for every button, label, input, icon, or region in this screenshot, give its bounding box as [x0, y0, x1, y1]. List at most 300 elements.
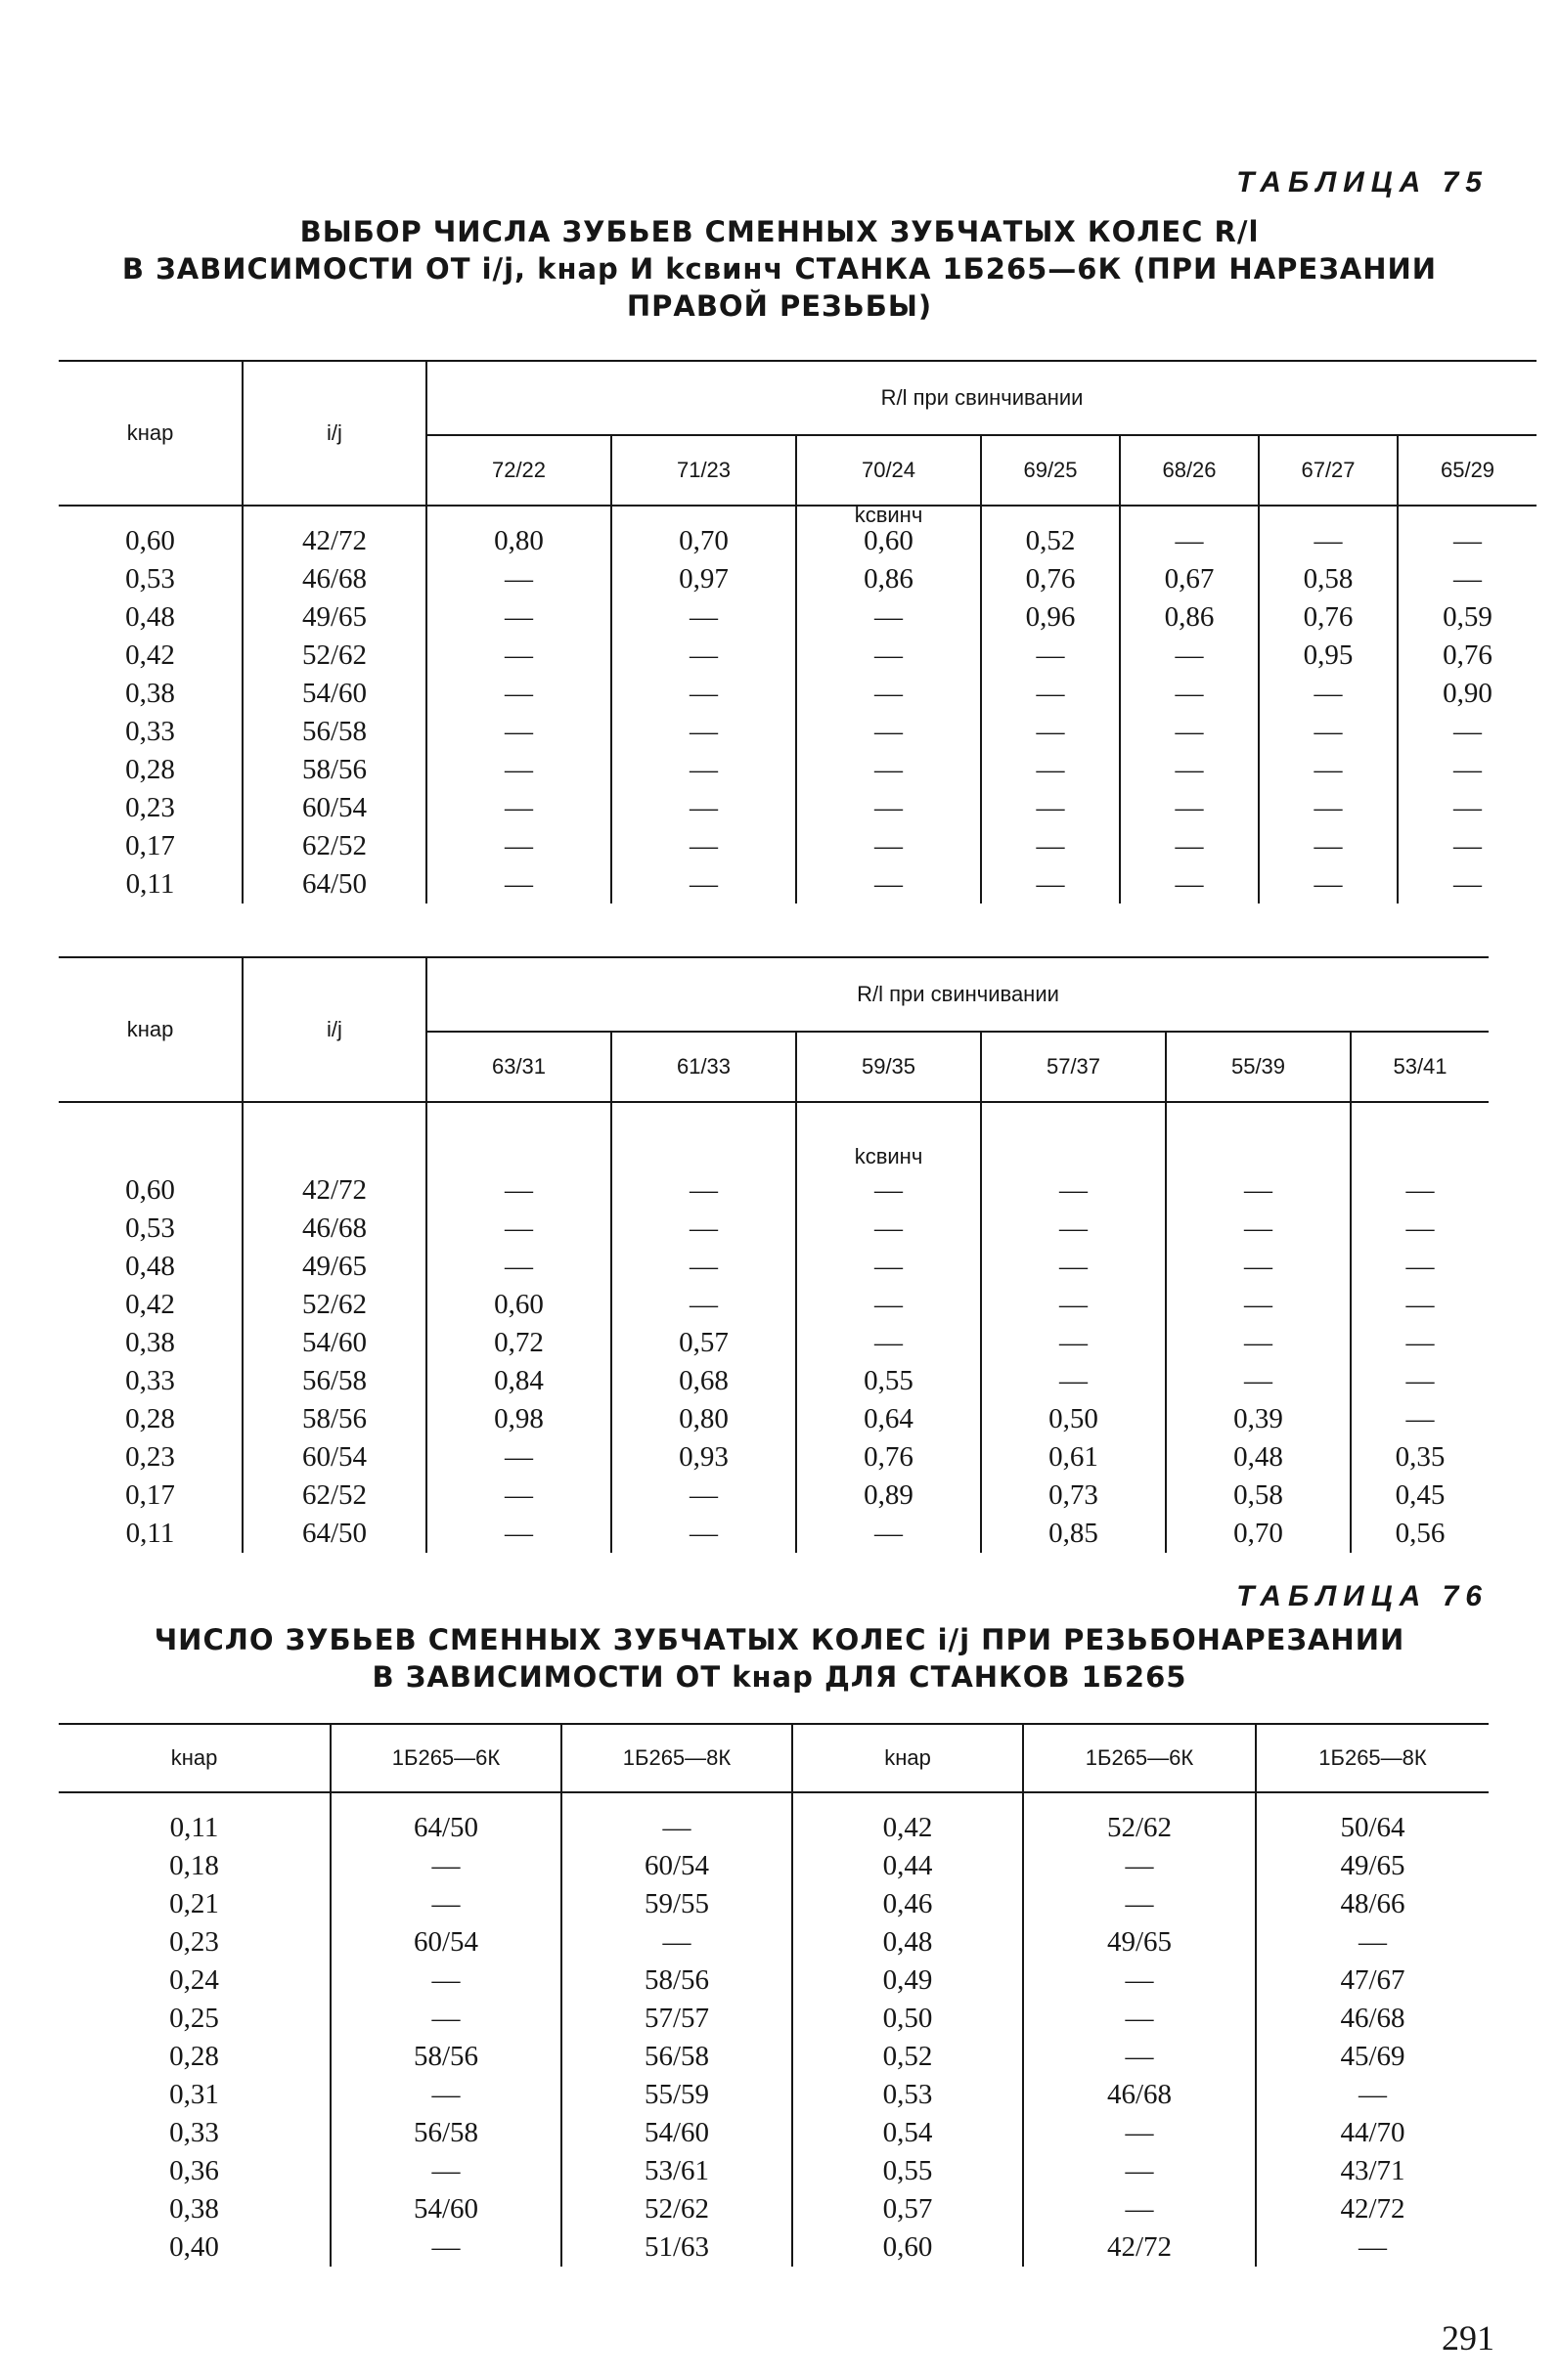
table-75-title-line: В ЗАВИСИМОСТИ ОТ i/j, kнар И kсвинч СТАНКА 1Б265—6К (ПРИ НАРЕЗАНИИ — [121, 252, 1438, 286]
k-svinch-value-cell: 0,61 — [981, 1438, 1166, 1476]
k-nar-cell: 0,11 — [169, 1812, 219, 1843]
table-row — [59, 1847, 1489, 1885]
k-svinch-value-cell: 0,86 — [796, 560, 981, 598]
i-j-cell: 46/68 — [243, 1210, 426, 1248]
i-j-cell: 49/65 — [243, 598, 426, 637]
i-j-cell: 56/58 — [243, 1362, 426, 1400]
machine-6k-cell: 56/58 — [331, 2114, 561, 2152]
k-svinch-value-cell: 0,89 — [796, 1476, 981, 1515]
k-svinch-value-cell: — — [426, 1438, 611, 1476]
table-row — [59, 713, 1537, 751]
i-j-cell: 52/62 — [243, 637, 426, 675]
machine-6k-cell: — — [1023, 2114, 1256, 2152]
k-svinch-value-cell: — — [1259, 865, 1398, 904]
k-svinch-value-cell: — — [611, 675, 796, 713]
machine-8k-cell: 47/67 — [1256, 1961, 1489, 2000]
table-75-part-1 — [59, 360, 1537, 904]
k-svinch-value-cell: 0,80 — [611, 1400, 796, 1438]
k-svinch-value-cell: — — [426, 1210, 611, 1248]
table-76-title-line: В ЗАВИСИМОСТИ ОТ kнар ДЛЯ СТАНКОВ 1Б265 — [372, 1660, 1187, 1694]
machine-6k-cell: — — [331, 1885, 561, 1923]
column-header-gear-ratio: 70/24 — [796, 435, 981, 506]
unit-row — [59, 506, 1537, 522]
k-svinch-value-cell: — — [981, 713, 1120, 751]
machine-8k-cell: 59/55 — [561, 1885, 792, 1923]
i-j-cell: 62/52 — [243, 827, 426, 865]
k-svinch-value-cell: — — [1398, 827, 1537, 865]
unit-row — [59, 1102, 1489, 1171]
k-nar-cell: 0,60 — [792, 2228, 1023, 2267]
k-svinch-value-cell: — — [611, 865, 796, 904]
unit-label-k-svinch: kсвинч — [854, 503, 923, 527]
machine-6k-cell: 42/72 — [1023, 2228, 1256, 2267]
k-svinch-value-cell: — — [426, 751, 611, 789]
machine-8k-cell: 43/71 — [1256, 2152, 1489, 2190]
table-75-title — [0, 213, 1559, 325]
machine-8k-cell: 48/66 — [1256, 1885, 1489, 1923]
column-header-gear-ratio: 72/22 — [426, 435, 611, 506]
table-row — [59, 2000, 1489, 2038]
table-75-title-line: ВЫБОР ЧИСЛА ЗУБЬЕВ СМЕННЫХ ЗУБЧАТЫХ КОЛЕС R/l — [299, 215, 1260, 248]
spacer-cell — [1256, 1792, 1489, 1809]
k-svinch-value-cell: — — [796, 1248, 981, 1286]
spacer-cell — [59, 1792, 331, 1809]
k-svinch-value-cell: — — [1351, 1400, 1489, 1438]
table-row — [59, 2114, 1489, 2152]
k-svinch-value-cell: 0,97 — [611, 560, 796, 598]
k-nar-cell: 0,33 — [125, 716, 175, 747]
k-svinch-value-cell: — — [426, 1171, 611, 1210]
k-svinch-value-cell: — — [611, 1515, 796, 1553]
k-svinch-value-cell: 0,72 — [426, 1324, 611, 1362]
k-nar-cell: 0,25 — [169, 2003, 219, 2034]
k-svinch-value-cell: — — [1398, 522, 1537, 560]
k-svinch-value-cell: — — [611, 789, 796, 827]
k-svinch-value-cell: 0,59 — [1398, 598, 1537, 637]
column-header-gear-ratio: 59/35 — [796, 1032, 981, 1102]
k-svinch-value-cell: — — [426, 713, 611, 751]
k-svinch-value-cell: 0,76 — [1398, 637, 1537, 675]
k-svinch-value-cell: — — [796, 751, 981, 789]
unit-row-spacer — [59, 506, 243, 522]
k-svinch-value-cell: — — [981, 865, 1120, 904]
k-svinch-value-cell: — — [611, 751, 796, 789]
table-row — [59, 675, 1537, 713]
table-row — [59, 1961, 1489, 2000]
group-header-r-l: R/l при свинчивании — [426, 361, 1537, 435]
k-svinch-value-cell: — — [1398, 713, 1537, 751]
unit-row-cell — [796, 503, 981, 527]
table-row — [59, 1248, 1489, 1286]
k-svinch-value-cell: — — [611, 598, 796, 637]
group-header-r-l: R/l при свинчивании — [426, 957, 1489, 1032]
k-nar-cell: 0,28 — [125, 754, 175, 785]
machine-8k-cell: 42/72 — [1256, 2190, 1489, 2228]
machine-8k-cell: 60/54 — [561, 1847, 792, 1885]
k-nar-cell: 0,36 — [169, 2155, 219, 2186]
k-svinch-value-cell: 0,86 — [1120, 598, 1259, 637]
table-row — [59, 789, 1537, 827]
spacer-cell — [561, 1792, 792, 1809]
k-svinch-value-cell: — — [1120, 713, 1259, 751]
k-svinch-value-cell: 0,56 — [1351, 1515, 1489, 1553]
column-header-gear-ratio: 67/27 — [1259, 435, 1398, 506]
table-row — [59, 1515, 1489, 1553]
machine-6k-cell: 49/65 — [1023, 1923, 1256, 1961]
k-nar-cell: 0,52 — [792, 2038, 1023, 2076]
machine-8k-cell: — — [561, 1809, 792, 1847]
unit-row-cell — [1351, 1102, 1489, 1171]
k-svinch-value-cell: — — [796, 1324, 981, 1362]
spacer-cell — [792, 1792, 1023, 1809]
k-svinch-value-cell: 0,48 — [1166, 1438, 1351, 1476]
k-svinch-value-cell: — — [796, 1286, 981, 1324]
i-j-cell: 42/72 — [243, 522, 426, 560]
k-nar-cell: 0,44 — [792, 1847, 1023, 1885]
machine-6k-cell: — — [1023, 2038, 1256, 2076]
k-nar-cell: 0,42 — [792, 1809, 1023, 1847]
i-j-cell: 46/68 — [243, 560, 426, 598]
i-j-cell: 56/58 — [243, 713, 426, 751]
k-nar-cell: 0,33 — [125, 1365, 175, 1396]
i-j-cell: 64/50 — [243, 1515, 426, 1553]
machine-6k-cell: 64/50 — [331, 1809, 561, 1847]
k-nar-cell: 0,17 — [125, 830, 175, 861]
k-nar-cell: 0,31 — [169, 2079, 219, 2110]
k-svinch-value-cell: — — [1120, 637, 1259, 675]
table-76-title-line: ЧИСЛО ЗУБЬЕВ СМЕННЫХ ЗУБЧАТЫХ КОЛЕС i/j ПРИ РЕЗЬБОНАРЕЗАНИИ — [154, 1623, 1405, 1656]
table-row — [59, 1400, 1489, 1438]
table-row — [59, 1324, 1489, 1362]
table-row — [59, 1923, 1489, 1961]
k-nar-cell: 0,46 — [792, 1885, 1023, 1923]
k-svinch-value-cell: 0,76 — [981, 560, 1120, 598]
k-nar-cell: 0,60 — [125, 525, 175, 556]
k-svinch-value-cell: — — [1259, 675, 1398, 713]
k-svinch-value-cell: — — [611, 1286, 796, 1324]
table-row — [59, 1286, 1489, 1324]
table-row — [59, 2038, 1489, 2076]
machine-8k-cell: — — [1256, 1923, 1489, 1961]
machine-8k-cell: 49/65 — [1256, 1847, 1489, 1885]
k-svinch-value-cell: — — [1166, 1210, 1351, 1248]
unit-row-cell — [1120, 506, 1259, 522]
machine-6k-cell: — — [1023, 1961, 1256, 2000]
k-svinch-value-cell: 0,45 — [1351, 1476, 1489, 1515]
column-header-gear-ratio: 53/41 — [1351, 1032, 1489, 1102]
column-header-k-nar: kнар — [59, 361, 243, 506]
table-row — [59, 522, 1537, 560]
machine-6k-cell: — — [1023, 2190, 1256, 2228]
column-header-gear-ratio: 68/26 — [1120, 435, 1259, 506]
machine-6k-cell: — — [1023, 1885, 1256, 1923]
k-svinch-value-cell: — — [611, 637, 796, 675]
k-svinch-value-cell: — — [1351, 1248, 1489, 1286]
table-row — [59, 560, 1537, 598]
machine-6k-cell: 46/68 — [1023, 2076, 1256, 2114]
k-nar-cell: 0,38 — [169, 2193, 219, 2225]
machine-6k-cell: 60/54 — [331, 1923, 561, 1961]
k-svinch-value-cell: — — [796, 1210, 981, 1248]
k-svinch-value-cell: — — [981, 637, 1120, 675]
column-header: 1Б265—8К — [1256, 1724, 1489, 1792]
k-svinch-value-cell: — — [796, 675, 981, 713]
k-svinch-value-cell: — — [981, 1171, 1166, 1210]
k-nar-cell: 0,38 — [125, 1327, 175, 1358]
k-nar-cell: 0,53 — [792, 2076, 1023, 2114]
table-75-part-2 — [59, 956, 1489, 1553]
k-svinch-value-cell: — — [426, 1515, 611, 1553]
k-svinch-value-cell: 0,95 — [1259, 637, 1398, 675]
i-j-cell: 58/56 — [243, 751, 426, 789]
machine-8k-cell: 45/69 — [1256, 2038, 1489, 2076]
k-svinch-value-cell: — — [1351, 1362, 1489, 1400]
k-svinch-value-cell: 0,70 — [611, 522, 796, 560]
k-nar-cell: 0,28 — [125, 1403, 175, 1434]
table-row — [59, 2152, 1489, 2190]
machine-8k-cell: 58/56 — [561, 1961, 792, 2000]
k-svinch-value-cell: — — [796, 789, 981, 827]
unit-row-cell — [796, 1102, 981, 1171]
machine-8k-cell: 50/64 — [1256, 1809, 1489, 1847]
k-svinch-value-cell: — — [1259, 522, 1398, 560]
column-header: kнар — [792, 1724, 1023, 1792]
k-svinch-value-cell: — — [611, 1210, 796, 1248]
machine-6k-cell: — — [331, 2228, 561, 2267]
column-header-k-nar: kнар — [59, 957, 243, 1102]
k-nar-cell: 0,23 — [125, 792, 175, 823]
unit-row-cell — [981, 506, 1120, 522]
k-nar-cell: 0,60 — [125, 1174, 175, 1206]
k-svinch-value-cell: — — [611, 1248, 796, 1286]
k-svinch-value-cell: 0,84 — [426, 1362, 611, 1400]
k-svinch-value-cell: 0,60 — [796, 522, 981, 560]
table-row — [59, 827, 1537, 865]
table-row — [59, 598, 1537, 637]
k-nar-cell: 0,23 — [125, 1441, 175, 1473]
k-svinch-value-cell: — — [611, 1171, 796, 1210]
k-svinch-value-cell: — — [981, 1210, 1166, 1248]
k-svinch-value-cell: 0,50 — [981, 1400, 1166, 1438]
k-nar-cell: 0,11 — [125, 1518, 175, 1549]
unit-row-cell — [426, 1102, 611, 1171]
k-svinch-value-cell: — — [1120, 751, 1259, 789]
k-svinch-value-cell: — — [981, 675, 1120, 713]
k-nar-cell: 0,48 — [125, 1251, 175, 1282]
machine-6k-cell: 52/62 — [1023, 1809, 1256, 1847]
k-svinch-value-cell: — — [1351, 1210, 1489, 1248]
k-svinch-value-cell: 0,39 — [1166, 1400, 1351, 1438]
machine-8k-cell: — — [1256, 2228, 1489, 2267]
table-row — [59, 1210, 1489, 1248]
k-svinch-value-cell: — — [796, 1515, 981, 1553]
i-j-cell: 64/50 — [243, 865, 426, 904]
i-j-cell: 52/62 — [243, 1286, 426, 1324]
k-svinch-value-cell: — — [426, 789, 611, 827]
table-row — [59, 751, 1537, 789]
k-svinch-value-cell: — — [1259, 789, 1398, 827]
k-nar-cell: 0,54 — [792, 2114, 1023, 2152]
k-svinch-value-cell: — — [611, 713, 796, 751]
machine-6k-cell: — — [1023, 2152, 1256, 2190]
column-header-i-j: i/j — [243, 361, 426, 506]
machine-6k-cell: 58/56 — [331, 2038, 561, 2076]
k-nar-cell: 0,48 — [792, 1923, 1023, 1961]
k-svinch-value-cell: 0,93 — [611, 1438, 796, 1476]
k-svinch-value-cell: — — [426, 560, 611, 598]
k-svinch-value-cell: — — [426, 827, 611, 865]
k-svinch-value-cell: — — [1166, 1248, 1351, 1286]
k-nar-cell: 0,23 — [169, 1926, 219, 1958]
k-svinch-value-cell: — — [1120, 675, 1259, 713]
k-svinch-value-cell: — — [426, 1476, 611, 1515]
unit-row-cell — [981, 1102, 1166, 1171]
k-nar-cell: 0,38 — [125, 678, 175, 709]
k-nar-cell: 0,42 — [125, 1289, 175, 1320]
k-svinch-value-cell: — — [1166, 1324, 1351, 1362]
column-header-gear-ratio: 71/23 — [611, 435, 796, 506]
i-j-cell: 42/72 — [243, 1171, 426, 1210]
k-svinch-value-cell: 0,68 — [611, 1362, 796, 1400]
k-svinch-value-cell: — — [1351, 1324, 1489, 1362]
k-svinch-value-cell: — — [1259, 827, 1398, 865]
page-number: 291 — [1442, 2318, 1494, 2358]
k-svinch-value-cell: — — [426, 675, 611, 713]
column-header: 1Б265—6К — [331, 1724, 561, 1792]
column-header-gear-ratio: 61/33 — [611, 1032, 796, 1102]
k-svinch-value-cell: 0,58 — [1259, 560, 1398, 598]
k-svinch-value-cell: 0,96 — [981, 598, 1120, 637]
k-svinch-value-cell: — — [981, 1362, 1166, 1400]
unit-row-cell — [611, 506, 796, 522]
table-row — [59, 637, 1537, 675]
machine-6k-cell: — — [1023, 1847, 1256, 1885]
table-row — [59, 1809, 1489, 1847]
machine-8k-cell: 44/70 — [1256, 2114, 1489, 2152]
k-svinch-value-cell: — — [1351, 1171, 1489, 1210]
k-svinch-value-cell: — — [981, 789, 1120, 827]
k-svinch-value-cell: — — [796, 827, 981, 865]
machine-8k-cell: — — [561, 1923, 792, 1961]
column-header-gear-ratio: 63/31 — [426, 1032, 611, 1102]
k-svinch-value-cell: 0,73 — [981, 1476, 1166, 1515]
k-svinch-value-cell: 0,55 — [796, 1362, 981, 1400]
column-header-gear-ratio: 57/37 — [981, 1032, 1166, 1102]
k-nar-cell: 0,33 — [169, 2117, 219, 2148]
k-svinch-value-cell: 0,60 — [426, 1286, 611, 1324]
unit-row-cell — [1259, 506, 1398, 522]
spacer-cell — [1023, 1792, 1256, 1809]
i-j-cell: 60/54 — [243, 789, 426, 827]
unit-label-k-svinch: kсвинч — [854, 1144, 923, 1168]
k-svinch-value-cell: — — [1120, 827, 1259, 865]
table-76-label: ТАБЛИЦА 76 — [1236, 1580, 1489, 1612]
k-svinch-value-cell: — — [796, 598, 981, 637]
k-svinch-value-cell: — — [611, 1476, 796, 1515]
unit-row-cell — [1398, 506, 1537, 522]
i-j-cell: 60/54 — [243, 1438, 426, 1476]
k-nar-cell: 0,17 — [125, 1479, 175, 1511]
k-svinch-value-cell: 0,70 — [1166, 1515, 1351, 1553]
i-j-cell: 49/65 — [243, 1248, 426, 1286]
k-svinch-value-cell: — — [981, 1248, 1166, 1286]
unit-row-spacer — [59, 1102, 243, 1171]
machine-8k-cell: 53/61 — [561, 2152, 792, 2190]
k-svinch-value-cell: 0,85 — [981, 1515, 1166, 1553]
machine-8k-cell: 55/59 — [561, 2076, 792, 2114]
i-j-cell: 58/56 — [243, 1400, 426, 1438]
k-svinch-value-cell: 0,57 — [611, 1324, 796, 1362]
table-row — [59, 865, 1537, 904]
table-76 — [59, 1723, 1489, 2267]
k-svinch-value-cell: 0,80 — [426, 522, 611, 560]
machine-6k-cell: — — [331, 2076, 561, 2114]
k-svinch-value-cell: 0,90 — [1398, 675, 1537, 713]
k-nar-cell: 0,57 — [792, 2190, 1023, 2228]
i-j-cell: 54/60 — [243, 675, 426, 713]
unit-row-cell — [611, 1102, 796, 1171]
k-svinch-value-cell: — — [1166, 1362, 1351, 1400]
machine-6k-cell: — — [1023, 2000, 1256, 2038]
machine-8k-cell: 56/58 — [561, 2038, 792, 2076]
k-nar-cell: 0,18 — [169, 1850, 219, 1881]
k-svinch-value-cell: — — [796, 637, 981, 675]
machine-6k-cell: — — [331, 1961, 561, 2000]
column-header: 1Б265—8К — [561, 1724, 792, 1792]
k-svinch-value-cell: — — [981, 827, 1120, 865]
column-header-gear-ratio: 69/25 — [981, 435, 1120, 506]
machine-6k-cell: — — [331, 2000, 561, 2038]
table-row — [59, 2076, 1489, 2114]
k-svinch-value-cell: 0,58 — [1166, 1476, 1351, 1515]
k-svinch-value-cell: 0,52 — [981, 522, 1120, 560]
k-svinch-value-cell: — — [611, 827, 796, 865]
table-75-title-line: ПРАВОЙ РЕЗЬБЫ) — [626, 289, 933, 323]
k-svinch-value-cell: 0,76 — [796, 1438, 981, 1476]
k-svinch-value-cell: 0,98 — [426, 1400, 611, 1438]
machine-8k-cell: — — [1256, 2076, 1489, 2114]
k-nar-cell: 0,55 — [792, 2152, 1023, 2190]
table-row — [59, 1438, 1489, 1476]
k-svinch-value-cell: — — [1120, 865, 1259, 904]
k-svinch-value-cell: — — [1259, 751, 1398, 789]
table-row — [59, 1171, 1489, 1210]
column-header-gear-ratio: 65/29 — [1398, 435, 1537, 506]
k-svinch-value-cell: — — [1398, 865, 1537, 904]
k-svinch-value-cell: — — [1259, 713, 1398, 751]
k-svinch-value-cell: 0,64 — [796, 1400, 981, 1438]
k-nar-cell: 0,53 — [125, 1212, 175, 1244]
k-nar-cell: 0,24 — [169, 1964, 219, 1996]
k-svinch-value-cell: — — [426, 1248, 611, 1286]
k-nar-cell: 0,42 — [125, 639, 175, 671]
table-row — [59, 2190, 1489, 2228]
k-svinch-value-cell: — — [426, 598, 611, 637]
table-76-title — [0, 1621, 1559, 1696]
column-header-i-j: i/j — [243, 957, 426, 1102]
machine-8k-cell: 57/57 — [561, 2000, 792, 2038]
i-j-cell: 62/52 — [243, 1476, 426, 1515]
k-nar-cell: 0,50 — [792, 2000, 1023, 2038]
k-svinch-value-cell: — — [1166, 1286, 1351, 1324]
k-nar-cell: 0,48 — [125, 601, 175, 633]
k-svinch-value-cell: 0,76 — [1259, 598, 1398, 637]
unit-row-cell — [1166, 1102, 1351, 1171]
k-nar-cell: 0,11 — [125, 868, 175, 900]
table-row — [59, 1476, 1489, 1515]
k-svinch-value-cell: — — [981, 1286, 1166, 1324]
k-nar-cell: 0,53 — [125, 563, 175, 595]
